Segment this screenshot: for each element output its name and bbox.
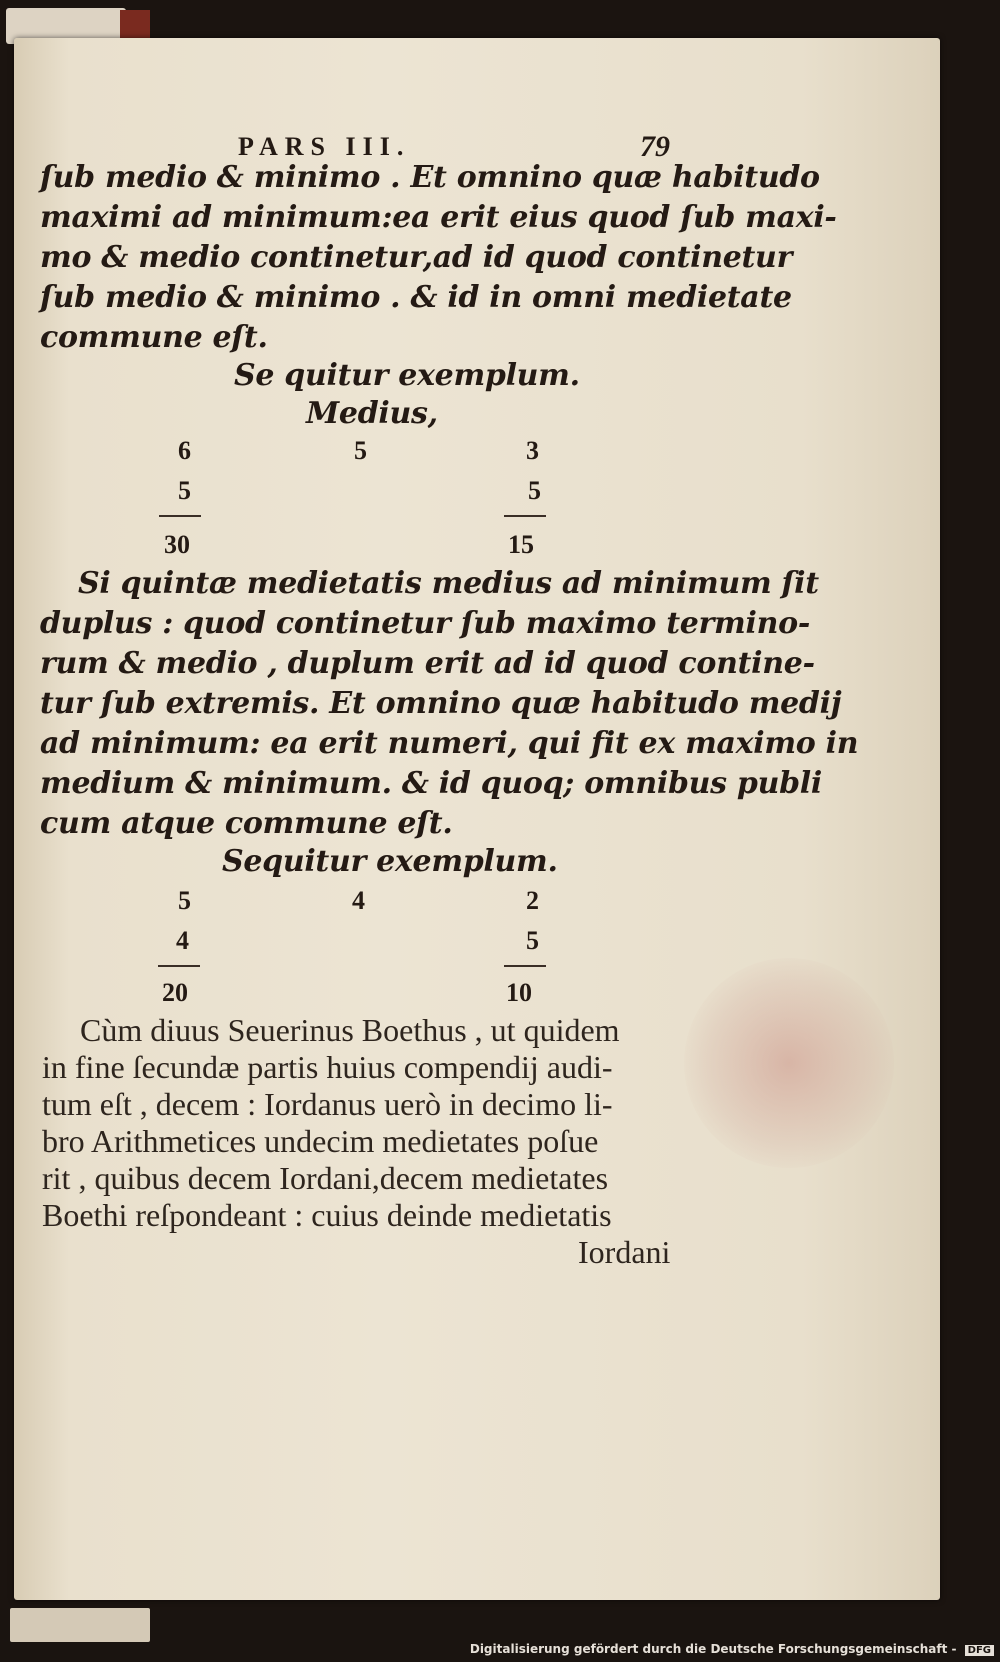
para3-line-6: Boethi reſpondeant : cuius deinde medietatis: [42, 1197, 612, 1233]
dfg-logo-icon: DFG: [965, 1645, 994, 1656]
bottom-binding-tab: [10, 1608, 150, 1642]
para1-line-1: ſub medio & minimo . Et omnino quæ habitudo: [40, 160, 820, 195]
ex1-multiplier-right: 5: [528, 476, 541, 505]
para3-line-4: bro Arithmetices undecim medietates poſue: [42, 1123, 599, 1159]
example2-heading: Sequitur exemplum.: [222, 844, 558, 879]
ex1-rule-left: [159, 515, 201, 517]
book-page: [14, 38, 940, 1600]
ex2-medius: 4: [352, 886, 365, 915]
page-stain: [684, 958, 894, 1168]
footer-credit: Digitalisierung gefördert durch die Deutsche Forschungsgemeinschaft -: [469, 1642, 957, 1656]
para3-line-2: in fine ſecundæ partis huius compendij audi-: [42, 1049, 613, 1085]
para3-line-5: rit , quibus decem Iordani,decem medietates: [42, 1160, 609, 1196]
ex2-product-left: 20: [162, 978, 188, 1007]
para3-line-3: tum eſt , decem : Iordanus uerò in decimo li-: [42, 1086, 613, 1122]
para2-line-3: rum & medio , duplum erit ad id quod contine-: [40, 646, 815, 681]
page-number: 79: [640, 130, 670, 163]
ex1-product-left: 30: [164, 530, 190, 559]
para2-line-5: ad minimum: ea erit numeri, qui fit ex maximo in: [40, 726, 859, 761]
ex2-minimum: 2: [526, 886, 539, 915]
ex1-maximum: 6: [178, 436, 191, 465]
ex2-multiplier-left: 4: [176, 926, 189, 955]
para1-line-4: ſub medio & minimo . & id in omni medietate: [40, 280, 792, 315]
para1-line-2: maximi ad minimum:ea erit eius quod ſub maxi-: [40, 200, 837, 235]
para2-line-4: tur ſub extremis. Et omnino quæ habitudo medij: [40, 686, 842, 721]
example1-label: Medius,: [306, 396, 438, 431]
para1-line-5: commune eſt.: [40, 320, 268, 355]
ex2-multiplier-right: 5: [526, 926, 539, 955]
digitization-footer: [470, 1642, 994, 1656]
para2-line-7: cum atque commune eſt.: [40, 806, 453, 841]
para1-line-3: mo & medio continetur,ad id quod continetur: [40, 240, 793, 275]
ex2-rule-right: [504, 965, 546, 967]
example1-heading: Se quitur exemplum.: [234, 358, 580, 393]
ex1-product-right: 15: [508, 530, 534, 559]
para3-line-1: Cùm diuus Seuerinus Boethus , ut quidem: [80, 1012, 620, 1048]
catchword: Iordani: [578, 1234, 671, 1270]
ex1-medius: 5: [354, 436, 367, 465]
ex2-product-right: 10: [506, 978, 532, 1007]
ex2-maximum: 5: [178, 886, 191, 915]
ex2-rule-left: [158, 965, 200, 967]
ex1-multiplier-left: 5: [178, 476, 191, 505]
para2-line-1: Si quintæ medietatis medius ad minimum ſit: [78, 566, 819, 601]
para2-line-2: duplus : quod continetur ſub maximo termino-: [40, 606, 810, 641]
running-title: PARS III.: [238, 132, 411, 161]
ex1-minimum: 3: [526, 436, 539, 465]
para2-line-6: medium & minimum. & id quoq; omnibus publi: [40, 766, 822, 801]
ex1-rule-right: [504, 515, 546, 517]
